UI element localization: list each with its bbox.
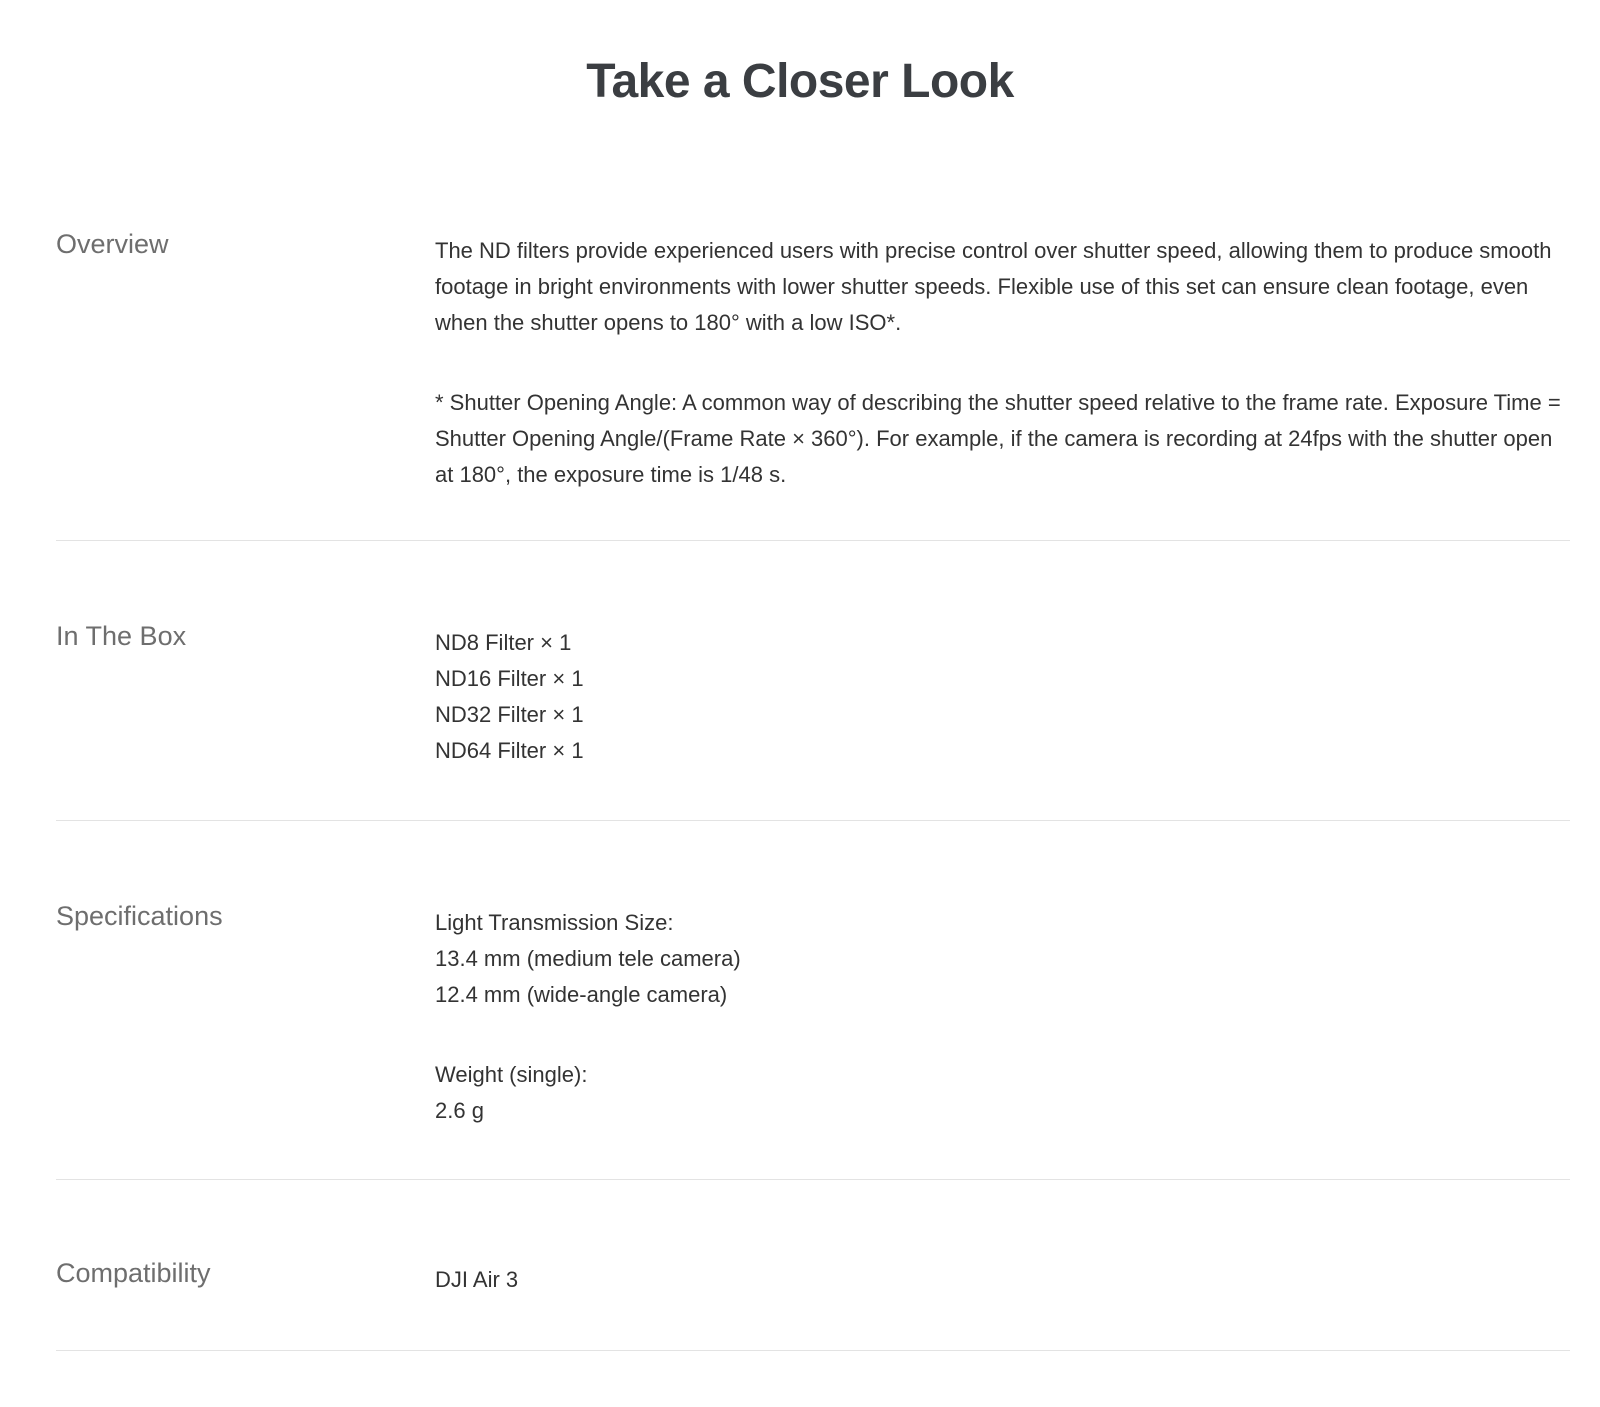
spec-value: 12.4 mm (wide-angle camera) bbox=[435, 982, 728, 1007]
compatibility-section bbox=[56, 1179, 1570, 1351]
compatibility-body bbox=[435, 1262, 1570, 1298]
box-item: ND8 Filter × 1 bbox=[435, 630, 572, 655]
box-item: ND32 Filter × 1 bbox=[435, 702, 584, 727]
specifications-section bbox=[56, 820, 1570, 1180]
overview-label: Overview bbox=[56, 229, 169, 259]
spec-group-weight bbox=[435, 1057, 1570, 1129]
overview-paragraph: The ND filters provide experienced users with precise control over shutter speed, allowing them to produce smooth footage in bright environments with lower shutter speeds. Flexible use of this set can ensure clean footage, even when the shutter opens to 180° with a low ISO*. bbox=[435, 238, 1552, 335]
specifications-label: Specifications bbox=[56, 901, 223, 931]
spec-group-light-transmission bbox=[435, 905, 1570, 1013]
spec-value: 13.4 mm (medium tele camera) bbox=[435, 946, 741, 971]
in-the-box-list bbox=[435, 625, 1570, 769]
page-title: Take a Closer Look bbox=[586, 55, 1014, 108]
in-the-box-label: In The Box bbox=[56, 621, 187, 651]
spec-name: Weight (single): bbox=[435, 1062, 588, 1087]
specifications-body bbox=[435, 905, 1570, 1129]
in-the-box-section bbox=[56, 540, 1570, 821]
overview-footnote: * Shutter Opening Angle: A common way of describing the shutter speed relative to the frame rate. Exposure Time = Shutter Opening Angle/(Frame Rate × 360°). For example, if the camera is recording at 24fps with the shutter open at 180°, the exposure time is 1/48 s. bbox=[435, 390, 1561, 487]
spec-value: 2.6 g bbox=[435, 1098, 484, 1123]
compatibility-label: Compatibility bbox=[56, 1258, 211, 1288]
box-item: ND64 Filter × 1 bbox=[435, 738, 584, 763]
overview-section bbox=[56, 0, 1570, 541]
spec-name: Light Transmission Size: bbox=[435, 910, 674, 935]
compatibility-value: DJI Air 3 bbox=[435, 1267, 519, 1292]
box-item: ND16 Filter × 1 bbox=[435, 666, 584, 691]
overview-body bbox=[435, 233, 1570, 493]
